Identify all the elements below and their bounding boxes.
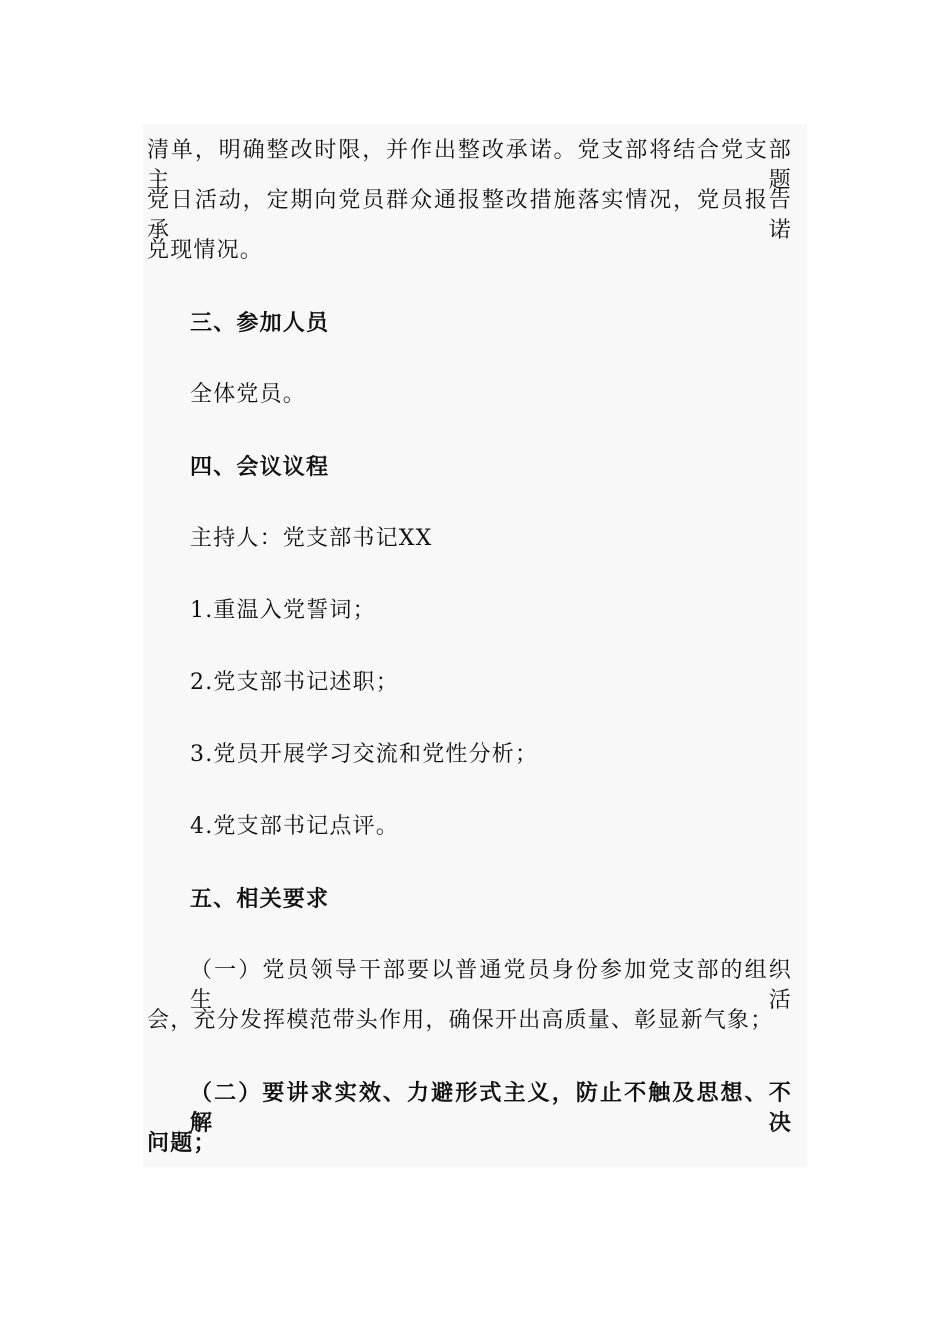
agenda-item-3: 3.党员开展学习交流和党性分析； [190,742,539,767]
agenda-host: 主持人：党支部书记XX [190,526,433,551]
requirement-2-line-1: （二）要讲求实效、力避形式主义，防止不触及思想、不解决 [190,1080,792,1136]
agenda-item-4: 4.党支部书记点评。 [190,814,399,839]
agenda-item-2: 2.党支部书记述职； [190,670,399,695]
intro-line-1: 清单，明确整改时限，并作出整改承诺。党支部将结合党支部主题 [147,138,792,193]
requirement-2-line-2: 问题； [147,1130,217,1156]
section-3-heading: 三、参加人员 [190,310,330,336]
requirement-1-line-1: （一）党员领导干部要以普通党员身份参加党支部的组织生活 [190,958,792,1013]
intro-line-2: 党日活动，定期向党员群众通报整改措施落实情况，党员报告承诺 [147,188,792,243]
requirement-1-line-2: 会，充分发挥模范带头作用，确保开出高质量、彰显新气象； [147,1008,774,1033]
agenda-item-1: 1.重温入党誓词； [190,598,376,623]
section-3-body: 全体党员。 [190,382,307,407]
section-5-heading: 五、相关要求 [190,886,330,912]
section-4-heading: 四、会议议程 [190,454,330,480]
intro-line-3: 兑现情况。 [147,238,264,263]
